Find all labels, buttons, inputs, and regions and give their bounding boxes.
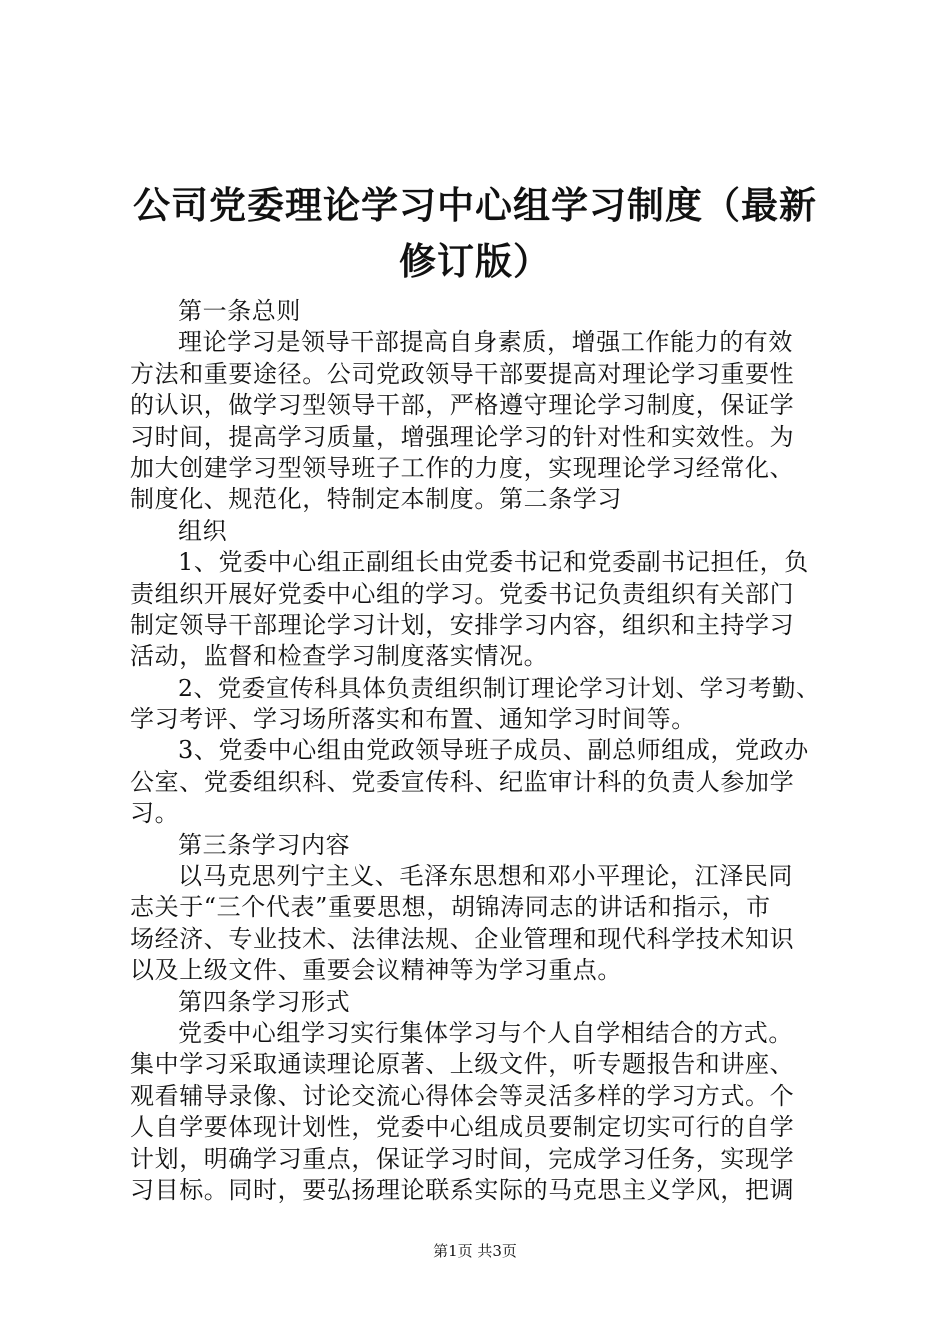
body-text-line: 习目标。同时，要弘扬理论联系实际的马克思主义学风，把调 [130, 1175, 795, 1204]
body-text-line: 人自学要体现计划性，党委中心组成员要制定切实可行的自学 [130, 1113, 795, 1142]
body-text-line: 1、党委中心组正副组长由党委书记和党委副书记担任，负 [178, 548, 809, 577]
body-text-line: 理论学习是领导干部提高自身素质，增强工作能力的有效 [178, 328, 793, 357]
body-text-line: 以马克思列宁主义、毛泽东思想和邓小平理论，江泽民同 [178, 862, 793, 891]
body-text-line: 观看辅导录像、讨论交流心得体会等灵活多样的学习方式。个 [130, 1081, 795, 1110]
body-text-line: 党委中心组学习实行集体学习与个人自学相结合的方式。 [178, 1018, 793, 1047]
body-text-line: 方法和重要途径。公司党政领导干部要提高对理论学习重要性 [130, 359, 795, 388]
body-text-line: 的认识，做学习型领导干部，严格遵守理论学习制度，保证学 [130, 391, 795, 420]
body-text-line: 第一条总则 [178, 297, 301, 325]
body-text-line: 场经济、专业技术、法律法规、企业管理和现代科学技术知识 [130, 924, 795, 953]
document-body [130, 296, 830, 1206]
body-text-line: 2、党委宣传科具体负责组织制订理论学习计划、学习考勤、 [178, 673, 821, 702]
body-text-line: 集中学习采取通读理论原著、上级文件，听专题报告和讲座、 [130, 1050, 795, 1079]
body-text-line: 第四条学习形式 [178, 987, 351, 1016]
document-title: 公司党委理论学习中心组学习制度（最新修订版） [133, 184, 817, 283]
body-text-line: 习。 [130, 799, 180, 828]
page-footer: 第1页 共3页 [433, 1242, 517, 1260]
body-text-line: 制度化、规范化，特制定本制度。第二条学习 [130, 485, 622, 514]
body-text-line: 学习考评、学习场所落实和布置、通知学习时间等。 [130, 705, 696, 734]
body-text-line: 志关于“三个代表”重要思想，胡锦涛同志的讲话和指示，市 [130, 893, 771, 922]
body-text-line: 计划，明确学习重点，保证学习时间，完成学习任务，实现学 [130, 1144, 795, 1173]
body-text-line: 第三条学习内容 [178, 830, 351, 859]
body-text-line: 3、党委中心组由党政领导班子成员、副总师组成，党政办 [178, 736, 809, 765]
body-text-line: 习时间，提高学习质量，增强理论学习的针对性和实效性。为 [130, 422, 795, 451]
body-text-line: 活动，监督和检查学习制度落实情况。 [130, 642, 549, 671]
body-text-line: 公室、党委组织科、党委宣传科、纪监审计科的负责人参加学 [130, 767, 795, 796]
body-text-line: 以及上级文件、重要会议精神等为学习重点。 [130, 956, 622, 985]
body-text-line: 制定领导干部理论学习计划，安排学习内容，组织和主持学习 [130, 610, 795, 639]
body-text-line: 组织 [178, 516, 228, 545]
body-text-line: 加大创建学习型领导班子工作的力度，实现理论学习经常化、 [130, 453, 795, 482]
body-text-line: 责组织开展好党委中心组的学习。党委书记负责组织有关部门 [130, 579, 795, 608]
